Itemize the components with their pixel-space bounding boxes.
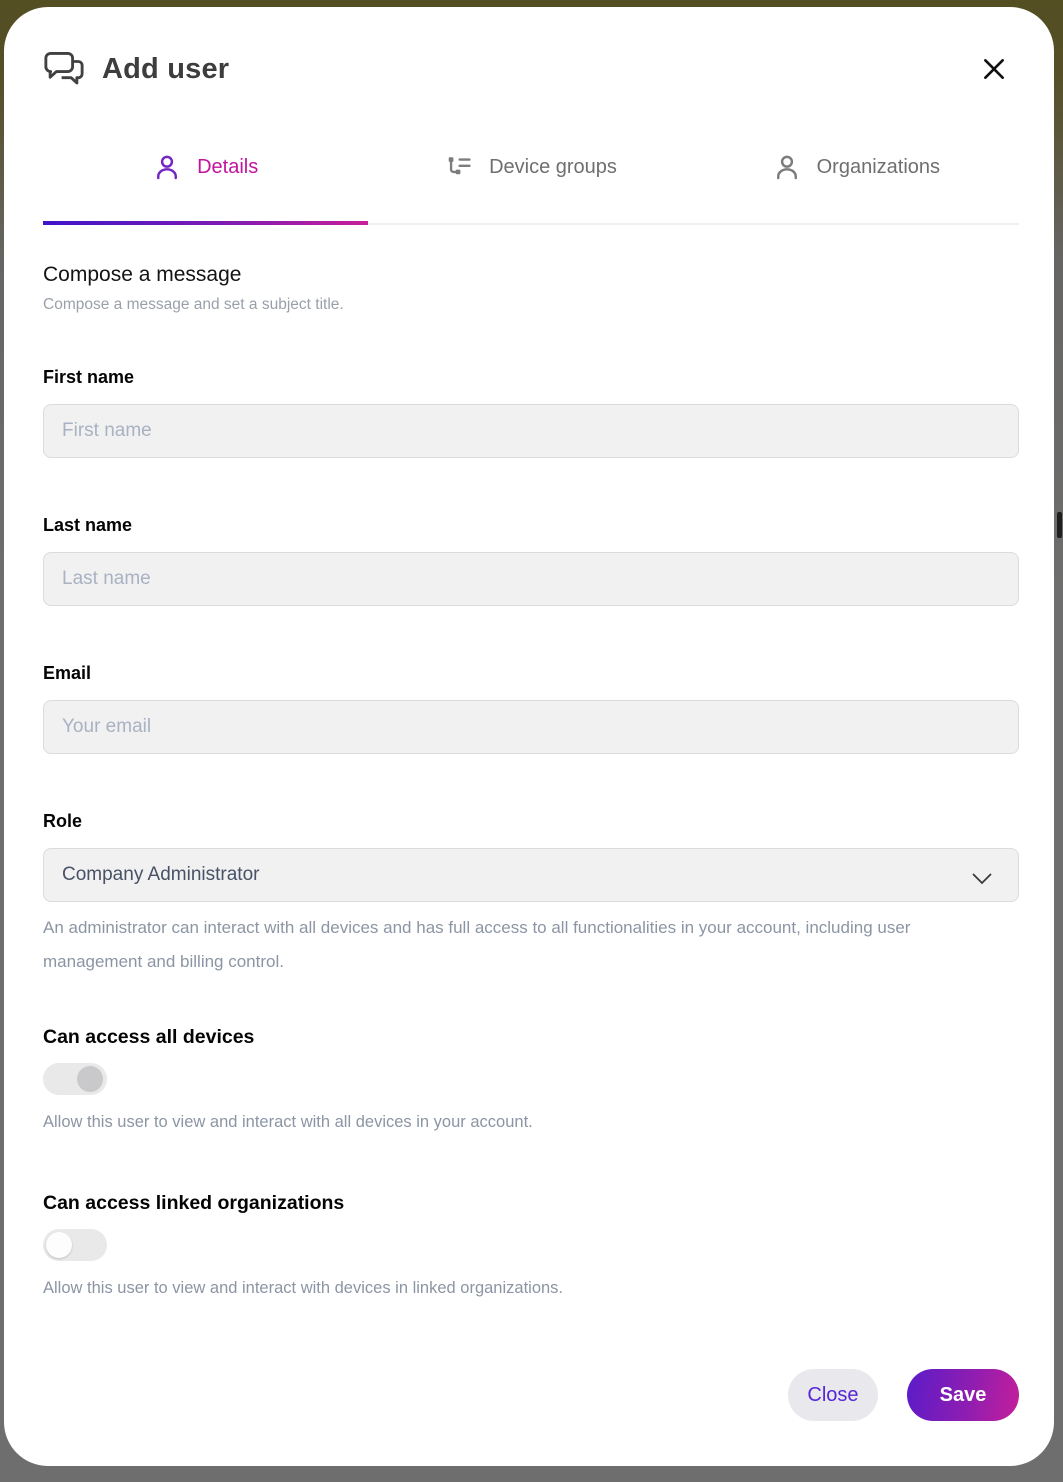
toggle-knob (77, 1066, 103, 1092)
role-description: An administrator can interact with all devices and has full access to all functionalities in your account, including user management and billing control. (43, 918, 911, 971)
tab-label: Details (197, 155, 259, 178)
linked-organizations-label: Can access linked organizations (43, 1192, 345, 1214)
toggle-group-all-devices (43, 1026, 1019, 1132)
first-name-label: First name (43, 367, 135, 387)
role-select[interactable] (43, 848, 1019, 902)
dialog-title: Add user (102, 52, 230, 85)
tab-details[interactable] (43, 133, 368, 223)
all-devices-description: Allow this user to view and interact with all devices in your account. (43, 1113, 533, 1131)
background-scrollbar-thumb (1057, 512, 1062, 538)
email-field[interactable] (43, 700, 1019, 754)
role-label: Role (43, 811, 83, 831)
tab-device-groups[interactable] (368, 133, 693, 223)
dialog-tabs (43, 133, 1019, 225)
save-button[interactable]: Save (907, 1369, 1019, 1421)
close-button[interactable]: Close (788, 1369, 878, 1421)
last-name-label: Last name (43, 515, 133, 535)
field-last-name (43, 515, 1019, 606)
section-header (43, 263, 1019, 314)
chevron-down-icon (972, 869, 992, 881)
field-role (43, 811, 1019, 978)
person-icon (773, 153, 801, 181)
dialog-footer (43, 1369, 1019, 1421)
tab-label: Organizations (816, 155, 941, 178)
toggle-group-linked-organizations (43, 1192, 1019, 1298)
dialog-header (43, 7, 1019, 87)
active-tab-indicator (43, 221, 368, 225)
linked-organizations-toggle[interactable] (43, 1229, 107, 1261)
first-name-input[interactable] (43, 404, 1019, 458)
close-icon[interactable] (977, 52, 1011, 86)
field-first-name (43, 367, 1019, 458)
all-devices-toggle[interactable] (43, 1063, 107, 1095)
toggle-knob (46, 1232, 72, 1258)
device-tree-icon (445, 153, 473, 181)
chat-bubbles-icon (43, 51, 85, 87)
last-name-input[interactable] (43, 552, 1019, 606)
section-heading: Compose a message (43, 263, 242, 286)
add-user-dialog (4, 7, 1054, 1466)
email-label: Email (43, 663, 92, 683)
tab-organizations[interactable] (694, 133, 1019, 223)
person-icon (153, 153, 181, 181)
all-devices-label: Can access all devices (43, 1026, 255, 1048)
role-selected-value: Company Administrator (62, 864, 260, 885)
tab-label: Device groups (489, 155, 617, 178)
linked-organizations-description: Allow this user to view and interact with devices in linked organizations. (43, 1279, 564, 1297)
field-email (43, 663, 1019, 754)
section-subheading: Compose a message and set a subject title. (43, 296, 344, 313)
